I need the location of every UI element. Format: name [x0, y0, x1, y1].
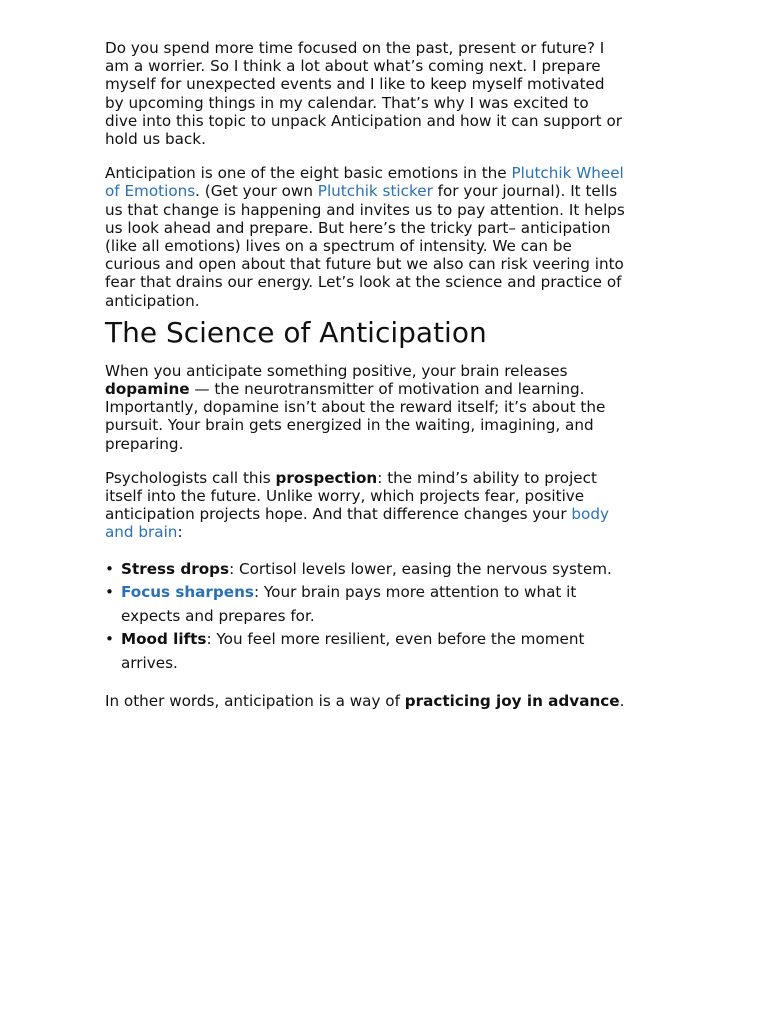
benefits-list [105, 558, 625, 676]
emotion-text-1: Anticipation is one of the eight basic emotions in the [105, 164, 512, 183]
conclusion-term: practicing joy in advance [404, 692, 620, 711]
plutchik-sticker-link[interactable]: Plutchik sticker [317, 182, 433, 201]
prospection-text-3: : [177, 523, 183, 542]
conclusion-text-2: . [619, 692, 625, 711]
dopamine-text-1: When you anticipate something positive, your brain releases [105, 361, 568, 380]
prospection-text-1: Psychologists call this [105, 468, 276, 487]
benefit-desc: : Cortisol levels lower, easing the nervous system. [229, 559, 612, 578]
benefit-item-mood [105, 628, 625, 675]
focus-sharpens-link[interactable]: Focus sharpens [121, 583, 254, 602]
emotion-paragraph [105, 164, 625, 310]
prospection-paragraph [105, 469, 625, 542]
bullet-icon: • [105, 630, 114, 649]
dopamine-paragraph [105, 362, 625, 453]
benefit-item-focus [105, 581, 625, 628]
section-heading: The Science of Anticipation [105, 315, 487, 349]
conclusion-paragraph [105, 692, 625, 710]
benefit-desc: : Your brain pays more attention to what it expects and prepares for. [121, 583, 577, 625]
benefit-term: Mood lifts [121, 630, 207, 649]
article-body [105, 39, 625, 710]
plutchik-wheel-link[interactable]: Plutchik Wheel of Emotions [105, 164, 624, 201]
bullet-icon: • [105, 559, 114, 578]
benefit-term: Stress drops [121, 559, 230, 578]
benefit-desc: : You feel more resilient, even before the moment arrives. [121, 630, 585, 672]
intro-paragraph: Do you spend more time focused on the past, present or future? I am a worrier. So I think a lot about what’s coming next. I prepare myself for unexpected events and I like to keep myself motivated by upcoming things in my calendar. That’s why I was excited to dive into this topic to unpack Anticipation and how it can support or hold us back. [105, 39, 622, 149]
emotion-text-3: for your journal). It tells us that change is happening and invites us to pay attention. It helps us look ahead and prepare. But here’s the tricky part– anticipation (like all emotions) lives on a spectrum of intensity. We can be curious and open about that future but we also can risk veering into fear that drains our energy. Let’s look at the science and practice of anticipation. [105, 182, 625, 310]
benefit-item-stress [105, 558, 625, 582]
prospection-text-2: : the mind’s ability to project itself into the future. Unlike worry, which projects fear, positive anticipation projects hope. And that difference changes your [105, 468, 597, 524]
conclusion-text-1: In other words, anticipation is a way of [105, 692, 405, 711]
dopamine-term: dopamine [105, 380, 190, 399]
bullet-icon: • [105, 583, 114, 602]
dopamine-text-2: — the neurotransmitter of motivation and learning. Importantly, dopamine isn’t about the reward itself; it’s about the pursuit. Your brain gets energized in the waiting, imagining, and preparing. [105, 380, 606, 453]
prospection-term: prospection [275, 468, 378, 487]
body-and-brain-link[interactable]: body and brain [105, 505, 609, 542]
emotion-text-2: . (Get your own [195, 182, 318, 201]
